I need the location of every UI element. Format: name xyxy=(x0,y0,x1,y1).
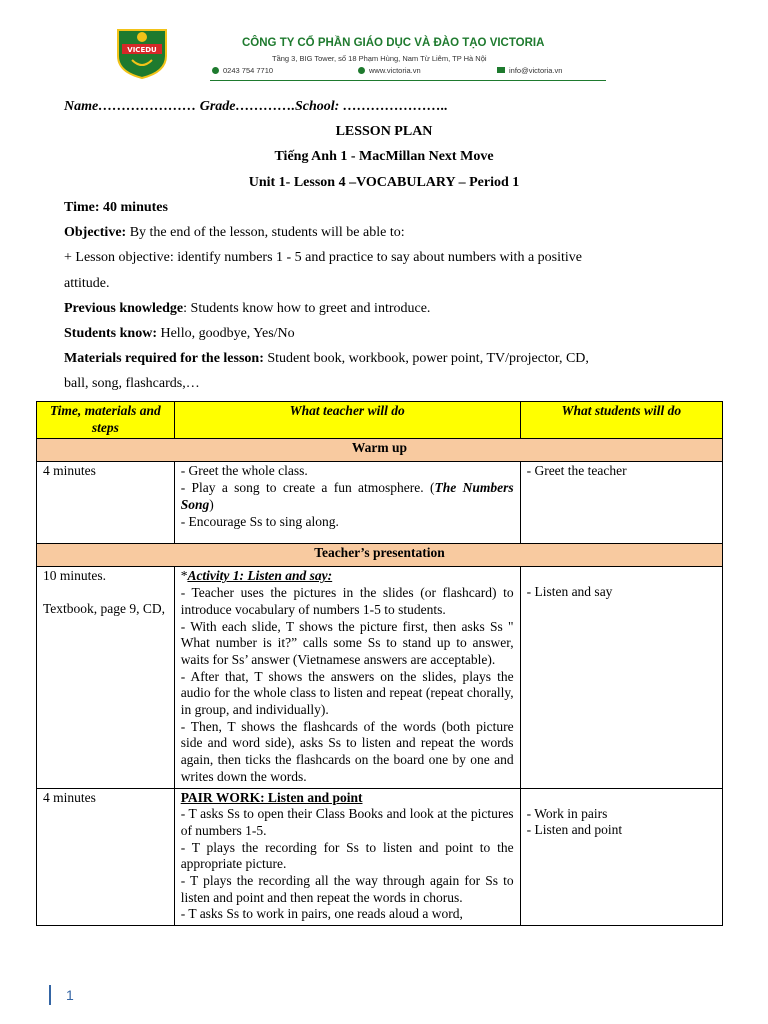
doc-subtitle: Tiếng Anh 1 - MacMillan Next Move xyxy=(274,149,494,164)
objective-text: By the end of the lesson, students will be able to: xyxy=(126,225,405,240)
header-teacher: What teacher will do xyxy=(174,402,520,439)
lesson-objective-2: attitude. xyxy=(64,276,110,291)
presentation-time: 10 minutes. xyxy=(43,568,106,584)
students-know-line xyxy=(64,326,295,342)
website-text: www.victoria.vn xyxy=(369,66,421,75)
doc-title: LESSON PLAN xyxy=(335,124,433,139)
phone-text: 0243 754 7710 xyxy=(223,66,274,75)
know-label: Students know: xyxy=(64,326,157,341)
table-row xyxy=(37,788,723,926)
student-info-line: Name………………… Grade………….School: ………………….. xyxy=(64,99,448,114)
spacer xyxy=(527,790,716,806)
materials-text: Student book, workbook, power point, TV/projector, CD, xyxy=(263,351,589,366)
materials-label: Materials required for the lesson: xyxy=(64,351,264,366)
prev-label: Previous knowledge xyxy=(64,301,184,316)
table-row xyxy=(37,462,723,544)
materials-line-2: ball, song, flashcards,… xyxy=(64,376,200,391)
warmup-t2 xyxy=(181,480,514,513)
pairwork-p2: - T plays the recording for Ss to listen and point to the appropriate picture. xyxy=(180,839,514,872)
section-row-presentation xyxy=(37,544,723,567)
letterhead xyxy=(112,26,606,82)
presentation-p4: - Then, T shows the flashcards of the words (both picture side and word side), asks Ss to listen and repeat the words again, then ticks the flashcards on the board one by one and writes down the words. xyxy=(180,718,514,784)
page-marker xyxy=(49,985,51,1005)
logo-text: VICEDU xyxy=(127,46,157,54)
objective-line xyxy=(64,225,405,241)
time-line: Time: 40 minutes xyxy=(64,200,168,215)
warmup-t1: - Greet the whole class. xyxy=(180,463,308,479)
warmup-t2a: - Play a song to create a fun atmosphere. ( xyxy=(180,480,435,496)
spacer xyxy=(527,568,716,584)
pairwork-p1: - T asks Ss to open their Class Books and look at the pictures of numbers 1-5. xyxy=(180,806,514,838)
pairwork-title: PAIR WORK: Listen and point xyxy=(180,789,363,805)
section-title-warmup: Warm up xyxy=(37,439,723,462)
presentation-time-cell xyxy=(37,567,175,788)
email-text: info@victoria.vn xyxy=(509,66,563,75)
lesson-objective-1: + Lesson objective: identify numbers 1 - 5 and practice to say about numbers with a positive xyxy=(64,250,582,265)
table-header-row xyxy=(37,402,723,439)
pairwork-teacher xyxy=(174,788,520,926)
vicedu-logo-icon xyxy=(114,26,170,80)
header-time: Time, materials and steps xyxy=(37,402,175,439)
company-name: CÔNG TY CỔ PHẦN GIÁO DỤC VÀ ĐÀO TẠO VICTORIA xyxy=(242,37,545,49)
page-number: 1 xyxy=(66,987,74,1003)
activity-title: Activity 1: Listen and say: xyxy=(187,568,333,584)
activity-heading xyxy=(181,568,514,585)
pairwork-s2: - Listen and point xyxy=(526,822,623,838)
presentation-teacher xyxy=(174,567,520,788)
mail-icon xyxy=(497,67,505,73)
globe-icon xyxy=(358,67,365,74)
header-divider xyxy=(210,80,606,81)
lesson-table xyxy=(36,401,723,926)
song-title: The Numbers Song xyxy=(180,480,514,512)
presentation-p3: - After that, T shows the answers on the slides, plays the audio for the whole class to listen and repeat (repeat chorally, in group, and individually). xyxy=(180,668,514,718)
objective-label: Objective: xyxy=(64,225,127,240)
warmup-time: 4 minutes xyxy=(37,462,175,544)
header-students: What students will do xyxy=(520,402,722,439)
know-text: Hello, goodbye, Yes/No xyxy=(156,326,295,341)
pairwork-s1: - Work in pairs xyxy=(526,805,608,821)
materials-line xyxy=(64,351,589,367)
website[interactable] xyxy=(358,66,421,75)
section-title-presentation: Teacher’s presentation xyxy=(37,544,723,567)
phone-icon xyxy=(212,67,219,74)
company-address: Tầng 3, BIG Tower, số 18 Phạm Hùng, Nam Từ Liêm, TP Hà Nội xyxy=(272,54,487,63)
pairwork-p4: - T asks Ss to work in pairs, one reads aloud a word, xyxy=(180,906,463,922)
warmup-t2c: ) xyxy=(209,496,214,512)
prev-text: : Students know how to greet and introduce. xyxy=(183,301,431,316)
activity-prefix: * xyxy=(180,568,188,584)
phone xyxy=(212,66,273,75)
previous-knowledge-line xyxy=(64,301,430,317)
warmup-teacher xyxy=(174,462,520,544)
presentation-materials: Textbook, page 9, CD, xyxy=(43,601,166,617)
unit-title: Unit 1- Lesson 4 –VOCABULARY – Period 1 xyxy=(248,175,520,190)
warmup-t3: - Encourage Ss to sing along. xyxy=(180,513,339,529)
spacer xyxy=(43,585,168,601)
presentation-students: - Listen and say xyxy=(526,584,613,600)
email[interactable] xyxy=(497,66,562,75)
presentation-students-cell xyxy=(520,567,722,788)
presentation-p2: - With each slide, T shows the picture first, then asks Ss " What number is it?” calls some Ss to stand up to answer, waits for Ss’ answer (Vietnamese answers are acceptable). xyxy=(180,618,514,667)
pairwork-p3: - T plays the recording all the way through again for Ss to listen and point and then repeat the words in chorus. xyxy=(180,873,514,905)
section-row-warmup xyxy=(37,439,723,462)
pairwork-students-cell xyxy=(520,788,722,926)
presentation-p1: - Teacher uses the pictures in the slides (or flashcard) to introduce vocabulary of numbers 1-5 to students. xyxy=(180,585,514,617)
table-row xyxy=(37,567,723,788)
warmup-students: - Greet the teacher xyxy=(520,462,722,544)
pairwork-time: 4 minutes xyxy=(37,788,175,926)
